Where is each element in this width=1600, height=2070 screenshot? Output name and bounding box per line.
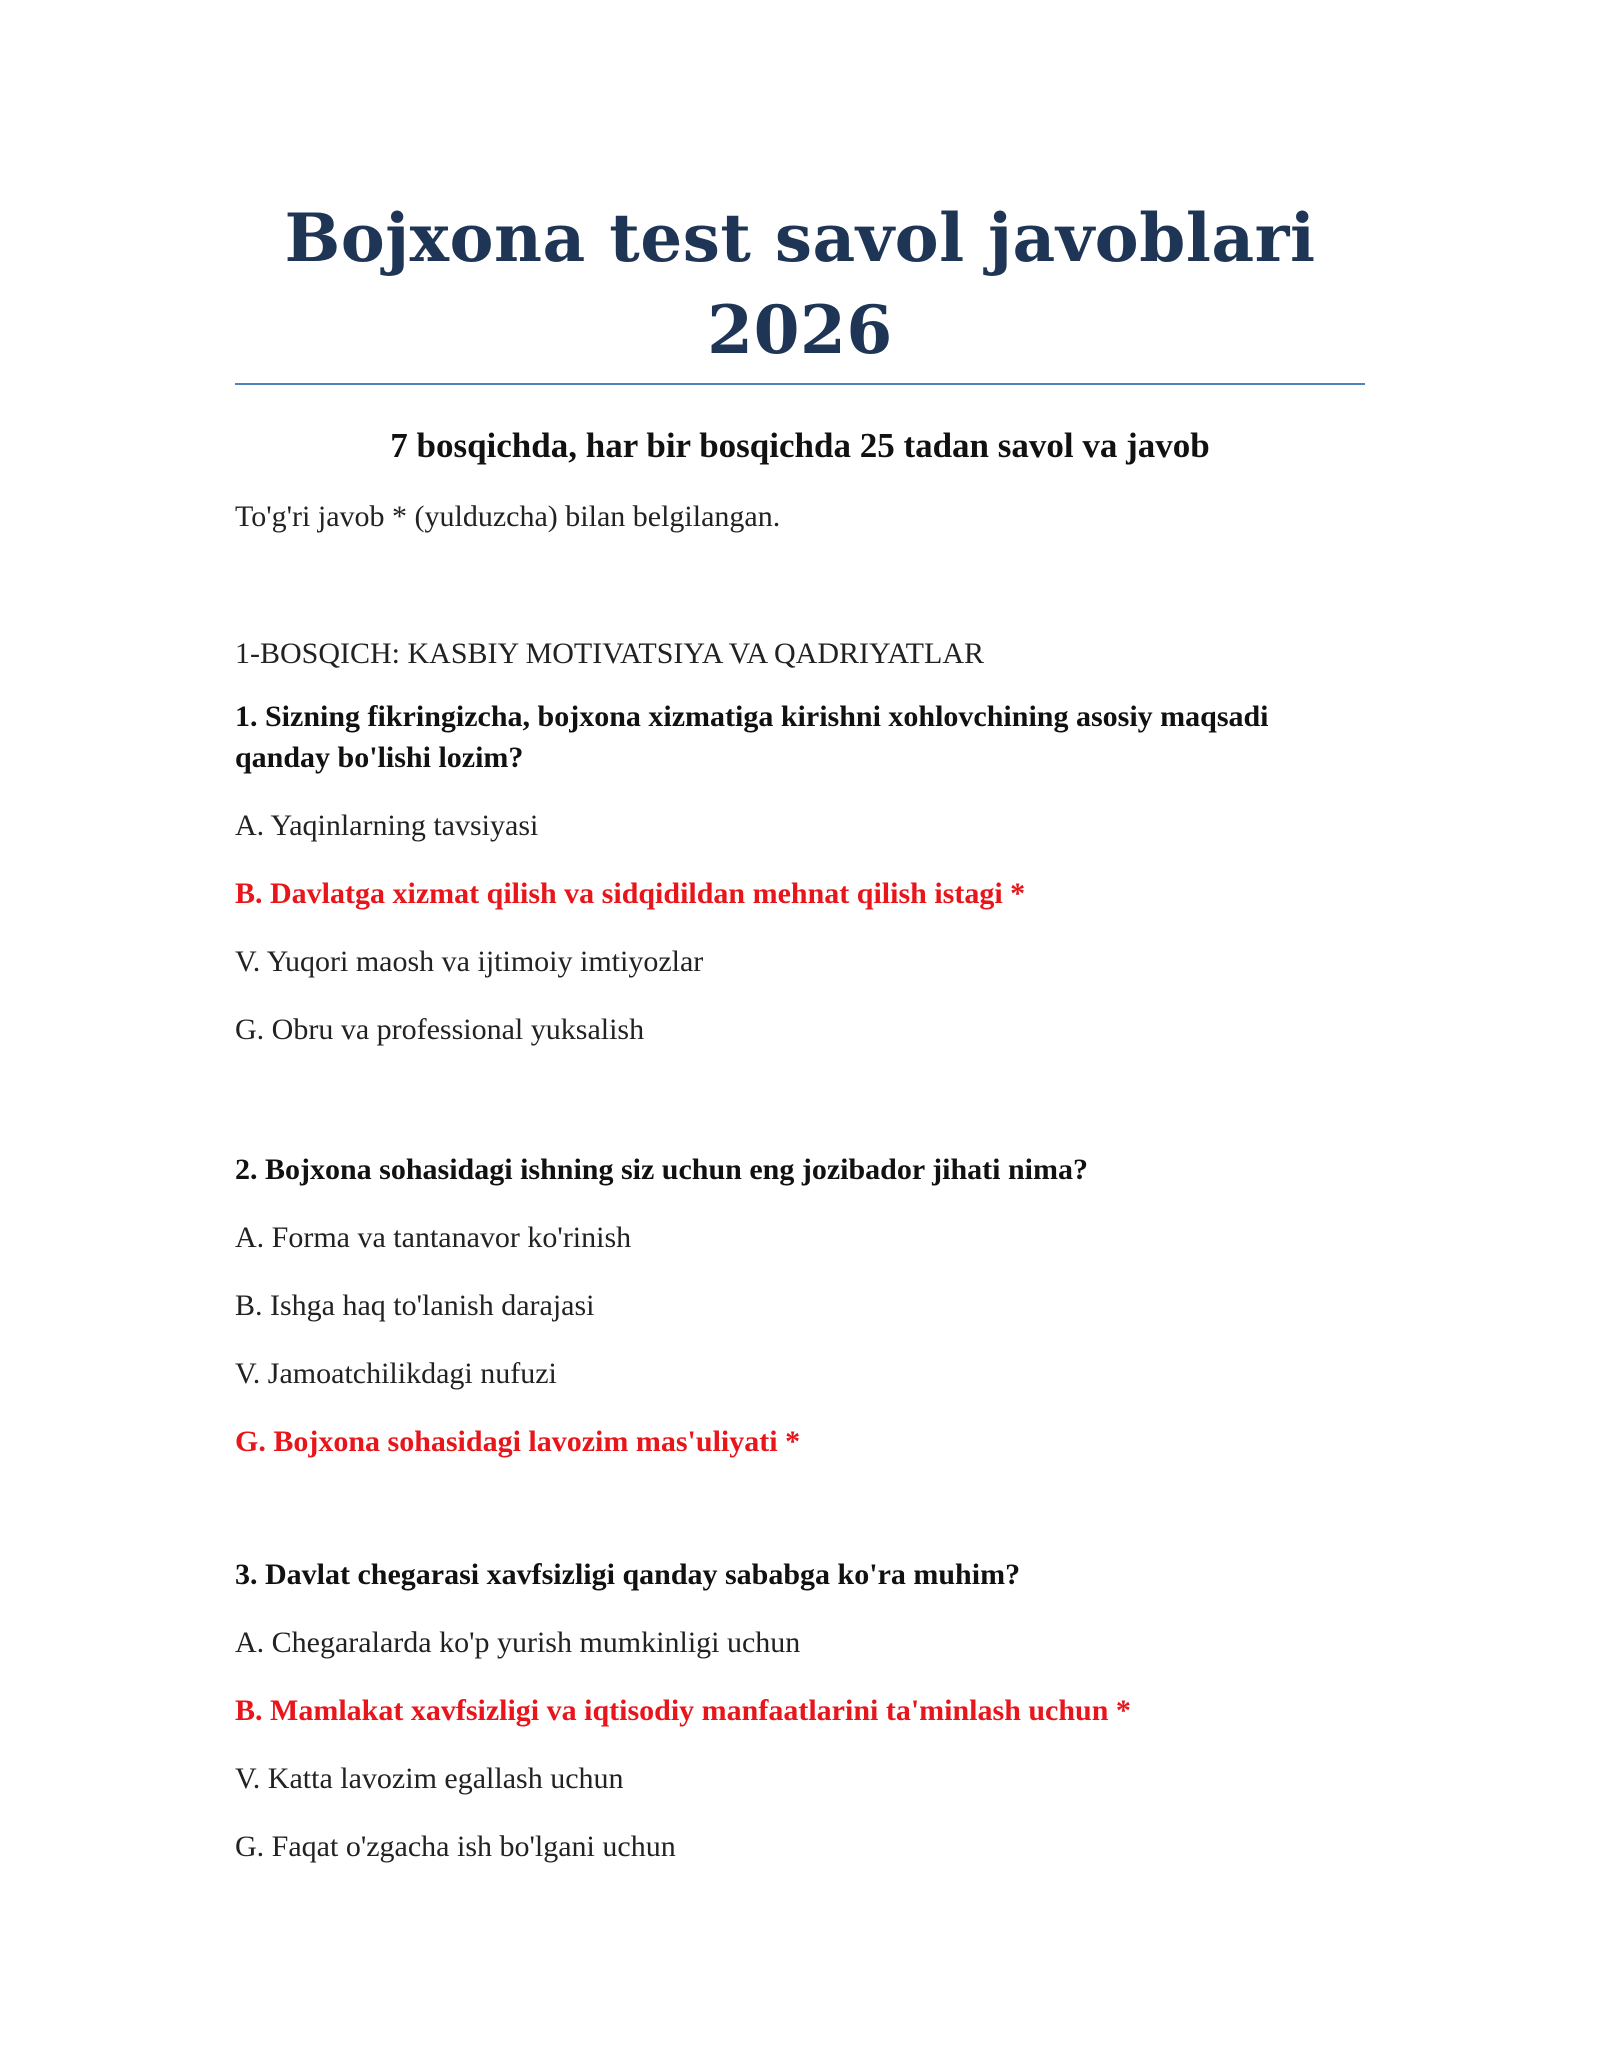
answer-option-g: G. Obru va professional yuksalish (235, 1013, 645, 1046)
answer-option-v: V. Yuqori maosh va ijtimoiy imtiyozlar (235, 945, 704, 978)
document-title: Bojxona test savol javoblari 2026 (284, 199, 1316, 369)
answer-option-g-correct: G. Bojxona sohasidagi lavozim mas'uliyati * (235, 1425, 801, 1458)
question-block-2 (235, 1149, 1365, 1489)
question-block-1 (235, 696, 1365, 1077)
question-text: 1. Sizning fikringizcha, bojxona xizmatiga kirishni xohlovchining asosiy maqsadi qanday bo'lishi lozim? (235, 700, 1269, 774)
stage-heading: 1-BOSQICH: KASBIY MOTIVATSIYA VA QADRIYATLAR (235, 637, 984, 670)
question-text: 2. Bojxona sohasidagi ishning siz uchun eng jozibador jihati nima? (235, 1153, 1088, 1186)
answer-option-a: A. Yaqinlarning tavsiyasi (235, 809, 539, 842)
answer-option-a: A. Chegaralarda ko'p yurish mumkinligi uchun (235, 1626, 801, 1659)
answer-option-a: A. Forma va tantanavor ko'rinish (235, 1221, 632, 1254)
answer-option-v: V. Katta lavozim egallash uchun (235, 1762, 624, 1795)
answer-option-b: B. Ishga haq to'lanish darajasi (235, 1289, 595, 1322)
answer-option-b-correct: B. Mamlakat xavfsizligi va iqtisodiy manfaatlarini ta'minlash uchun * (235, 1694, 1131, 1727)
answer-option-v: V. Jamoatchilikdagi nufuzi (235, 1357, 557, 1390)
title-divider (235, 383, 1365, 385)
question-text: 3. Davlat chegarasi xavfsizligi qanday sababga ko'ra muhim? (235, 1558, 1021, 1591)
document-subtitle: 7 bosqichda, har bir bosqichda 25 tadan savol va javob (390, 426, 1210, 465)
answer-option-g: G. Faqat o'zgacha ish bo'lgani uchun (235, 1830, 676, 1863)
answer-option-b-correct: B. Davlatga xizmat qilish va sidqidildan mehnat qilish istagi * (235, 877, 1026, 910)
intro-text: To'g'ri javob * (yulduzcha) bilan belgilangan. (235, 500, 781, 533)
question-block-3 (235, 1554, 1365, 1894)
